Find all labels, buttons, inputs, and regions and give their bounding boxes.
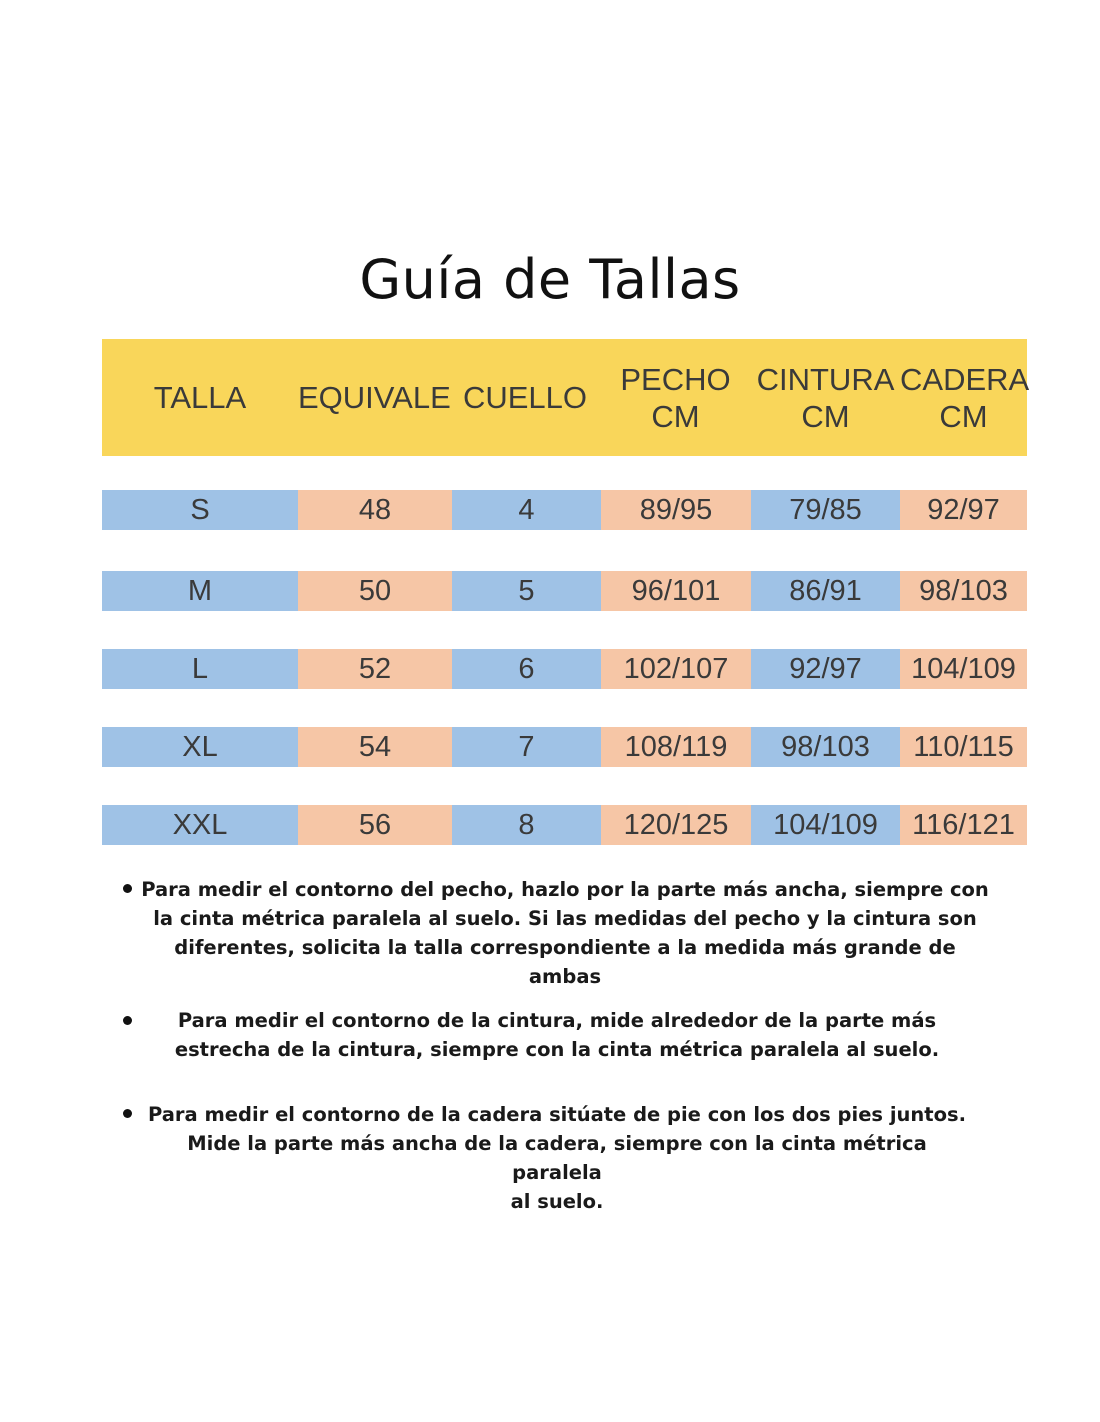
header-cadera-unit: CM bbox=[939, 398, 988, 434]
cell-equivale: 50 bbox=[298, 571, 452, 611]
page-title: Guía de Tallas bbox=[359, 248, 741, 311]
cell-cuello: 6 bbox=[452, 649, 601, 689]
header-cuello-label: CUELLO bbox=[462, 380, 588, 415]
note-chest-line: la cinta métrica paralela al suelo. Si las medidas del pecho y la cintura son bbox=[153, 907, 977, 930]
cell-cuello: 8 bbox=[452, 805, 601, 845]
bullet-icon bbox=[123, 884, 132, 893]
header-cadera-label: CADERA bbox=[900, 361, 1030, 397]
table-row bbox=[102, 649, 1027, 689]
cell-talla: M bbox=[102, 571, 298, 611]
note-hip-line: Mide la parte más ancha de la cadera, siempre con la cinta métrica paralela bbox=[187, 1132, 927, 1184]
note-waist-line: estrecha de la cintura, siempre con la cinta métrica paralela al suelo. bbox=[174, 1038, 940, 1061]
cell-cintura: 104/109 bbox=[751, 805, 900, 845]
table-header bbox=[102, 339, 1030, 456]
header-pecho bbox=[600, 361, 751, 435]
cell-pecho: 89/95 bbox=[601, 490, 751, 530]
note-hip-line: al suelo. bbox=[510, 1190, 604, 1213]
cell-cadera: 104/109 bbox=[900, 649, 1027, 689]
note-chest-line: diferentes, solicita la talla correspondiente a la medida más grande de ambas bbox=[174, 936, 956, 988]
size-table bbox=[102, 339, 1030, 841]
header-pecho-label: PECHO bbox=[620, 361, 731, 397]
cell-talla: XL bbox=[102, 727, 298, 767]
header-cintura-unit: CM bbox=[801, 398, 850, 434]
cell-cintura: 86/91 bbox=[751, 571, 900, 611]
note-hip-line: Para medir el contorno de la cadera sitúate de pie con los dos pies juntos. bbox=[147, 1103, 966, 1126]
cell-equivale: 56 bbox=[298, 805, 452, 845]
header-talla-label: TALLA bbox=[153, 380, 247, 415]
table-row bbox=[102, 805, 1027, 845]
cell-cadera: 92/97 bbox=[900, 490, 1027, 530]
note-chest bbox=[140, 875, 990, 991]
cell-pecho: 108/119 bbox=[601, 727, 751, 767]
cell-cadera: 116/121 bbox=[900, 805, 1027, 845]
cell-pecho: 102/107 bbox=[601, 649, 751, 689]
header-cintura-label: CINTURA bbox=[756, 361, 895, 397]
note-waist-line: Para medir el contorno de la cintura, mide alrededor de la parte más bbox=[177, 1009, 937, 1032]
cell-cuello: 4 bbox=[452, 490, 601, 530]
note-waist bbox=[140, 1006, 974, 1064]
cell-cintura: 98/103 bbox=[751, 727, 900, 767]
note-chest-line: Para medir el contorno del pecho, hazlo por la parte más ancha, siempre con bbox=[141, 878, 989, 901]
bullet-icon bbox=[123, 1109, 132, 1118]
cell-cintura: 92/97 bbox=[751, 649, 900, 689]
cell-equivale: 48 bbox=[298, 490, 452, 530]
table-row bbox=[102, 727, 1027, 767]
cell-talla: XXL bbox=[102, 805, 298, 845]
table-row bbox=[102, 490, 1027, 530]
cell-pecho: 96/101 bbox=[601, 571, 751, 611]
header-cuello bbox=[450, 379, 600, 416]
cell-cuello: 7 bbox=[452, 727, 601, 767]
cell-pecho: 120/125 bbox=[601, 805, 751, 845]
cell-cadera: 110/115 bbox=[900, 727, 1027, 767]
cell-cadera: 98/103 bbox=[900, 571, 1027, 611]
cell-equivale: 52 bbox=[298, 649, 452, 689]
header-cadera bbox=[900, 361, 1030, 435]
cell-talla: S bbox=[102, 490, 298, 530]
cell-cuello: 5 bbox=[452, 571, 601, 611]
header-pecho-unit: CM bbox=[651, 398, 700, 434]
note-hip bbox=[140, 1100, 974, 1216]
header-equivale bbox=[298, 379, 450, 416]
header-equivale-label: EQUIVALE bbox=[298, 380, 451, 415]
header-talla bbox=[102, 379, 298, 416]
cell-cintura: 79/85 bbox=[751, 490, 900, 530]
bullet-icon bbox=[123, 1016, 132, 1025]
table-row bbox=[102, 571, 1027, 611]
cell-equivale: 54 bbox=[298, 727, 452, 767]
header-cintura bbox=[751, 361, 900, 435]
cell-talla: L bbox=[102, 649, 298, 689]
